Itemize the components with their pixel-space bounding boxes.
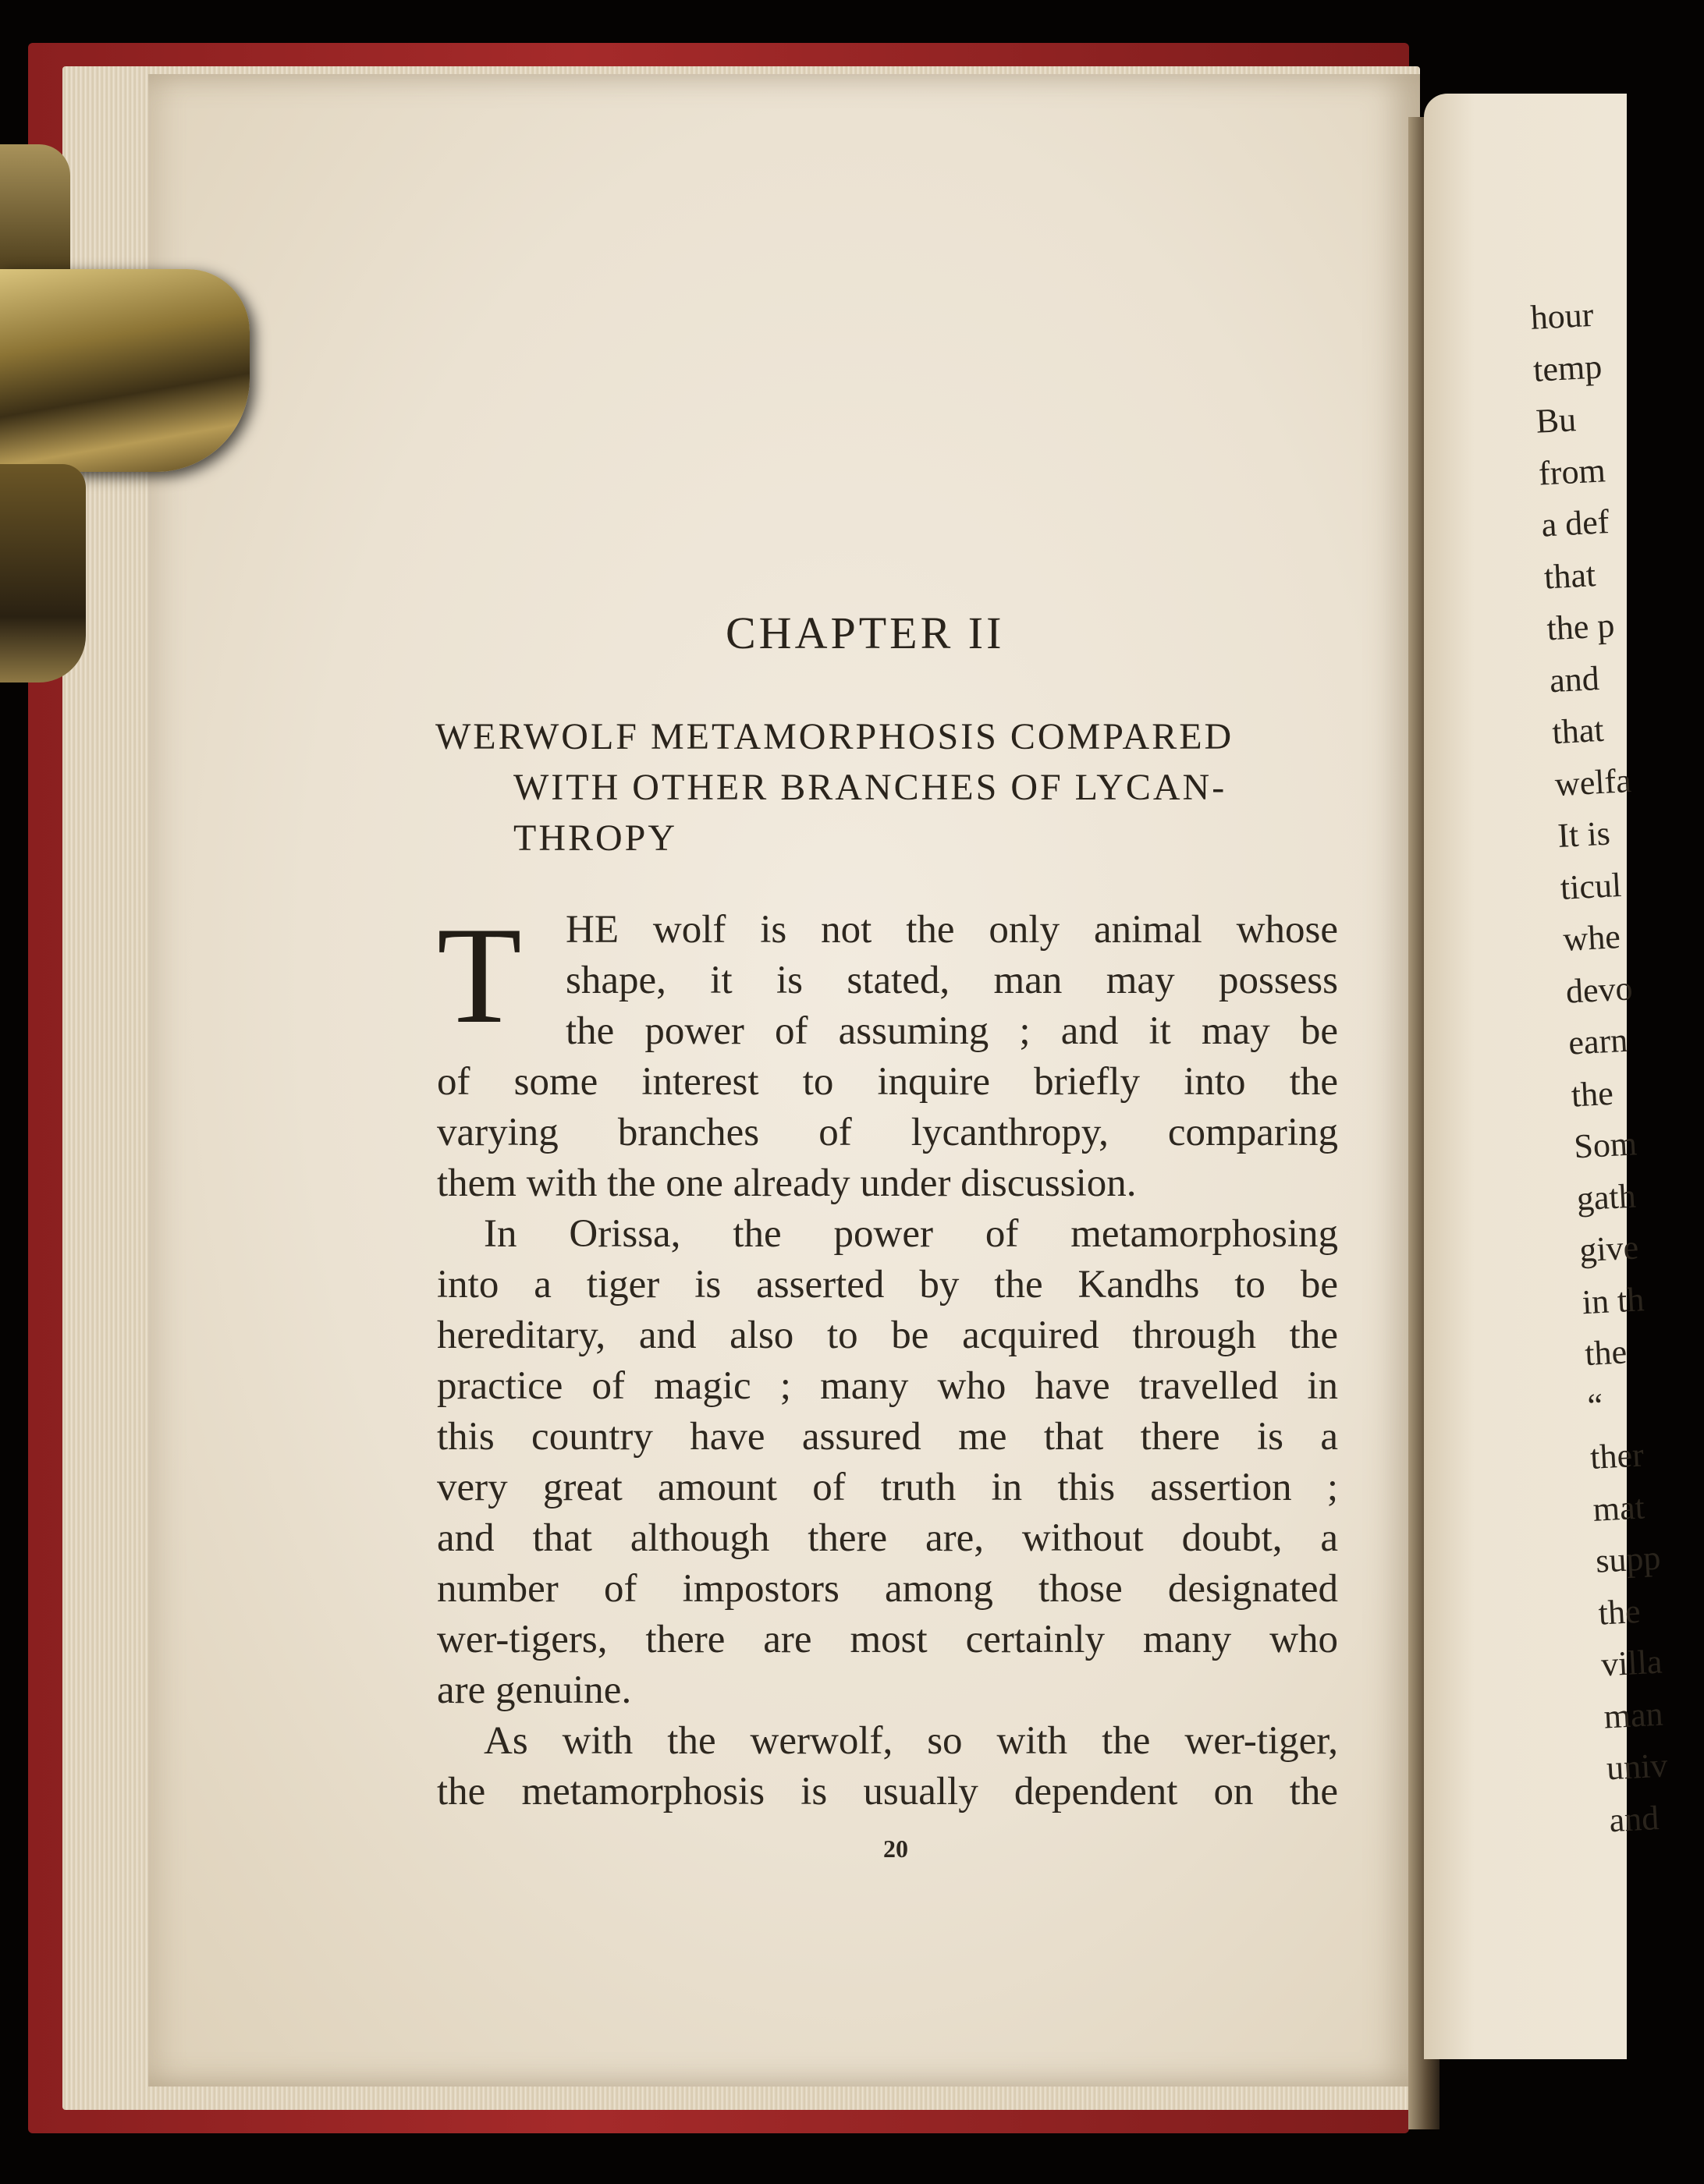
clip-upper-part	[0, 144, 70, 277]
text-line: HE wolf is not the only animal whose	[566, 908, 1338, 952]
right-page-line: earn	[1567, 1020, 1629, 1062]
text-line: and that although there are, without doubt, a	[437, 1516, 1338, 1560]
chapter-subtitle	[435, 711, 1340, 863]
right-page-line: ticul	[1559, 865, 1623, 907]
right-page-line: that	[1551, 710, 1605, 752]
text-line: As with the werwolf, so with the wer-tiger,	[484, 1719, 1338, 1763]
right-page-line: villa	[1599, 1642, 1663, 1684]
right-page-line: from	[1537, 450, 1606, 493]
text-line: the metamorphosis is usually dependent on the	[437, 1770, 1338, 1814]
right-page-line: welfa	[1553, 760, 1632, 803]
right-page-line: ther	[1589, 1435, 1645, 1477]
text-line: practice of magic ; many who have travelled in	[437, 1364, 1338, 1408]
text-line: them with the one already under discussion.	[437, 1161, 1137, 1205]
text-line: shape, it is stated, man may possess	[566, 959, 1338, 1002]
clip-lower-part	[0, 464, 86, 682]
right-page-line: univ	[1605, 1746, 1669, 1788]
chapter-subtitle-line-1: WERWOLF METAMORPHOSIS COMPARED	[435, 716, 1234, 757]
text-line: the power of assuming ; and it may be	[566, 1009, 1338, 1053]
right-page-line: and	[1608, 1798, 1660, 1839]
clip-main-bar	[0, 269, 250, 472]
paragraph-3	[437, 1716, 1338, 1817]
right-page-line: mat	[1592, 1487, 1645, 1529]
text-line: wer-tigers, there are most certainly many who	[437, 1618, 1338, 1661]
paragraph-1	[437, 898, 1338, 1209]
right-page-line: that	[1542, 555, 1597, 596]
text-line: number of impostors among those designated	[437, 1567, 1338, 1611]
right-page-line: whe	[1562, 917, 1621, 959]
right-page-line: the	[1584, 1332, 1628, 1374]
right-page-line: devo	[1564, 968, 1634, 1011]
chapter-title: CHAPTER II	[726, 608, 1005, 658]
text-line: this country have assured me that there is a	[437, 1415, 1338, 1459]
chapter-subtitle-line-3: THROPY	[513, 817, 678, 859]
right-page-line: and	[1548, 658, 1600, 700]
body-text	[437, 898, 1338, 1817]
right-page-line: the	[1597, 1591, 1642, 1633]
right-page-line: temp	[1532, 346, 1603, 389]
right-page-line: Bu	[1535, 400, 1578, 441]
right-page-line: in th	[1581, 1279, 1645, 1321]
right-page-line: supp	[1594, 1538, 1662, 1580]
paragraph-2	[437, 1209, 1338, 1716]
text-line: are genuine.	[437, 1668, 632, 1712]
right-page-line: give	[1578, 1228, 1640, 1270]
brass-page-clip	[0, 144, 296, 737]
right-page-line: It is	[1557, 814, 1611, 856]
text-line: very great amount of truth in this assertion ;	[437, 1466, 1338, 1509]
right-page-line: the p	[1546, 605, 1616, 648]
right-page-line: “	[1586, 1385, 1604, 1425]
text-line: varying branches of lycanthropy, comparing	[437, 1111, 1338, 1154]
text-line: In Orissa, the power of metamorphosing	[484, 1212, 1338, 1256]
chapter-subtitle-line-2: WITH OTHER BRANCHES OF LYCAN-	[513, 767, 1227, 808]
text-line: of some interest to inquire briefly into the	[437, 1060, 1338, 1104]
text-line: into a tiger is asserted by the Kandhs to be	[437, 1263, 1338, 1306]
page-number: 20	[883, 1835, 908, 1863]
drop-cap: T	[437, 898, 522, 1052]
right-page-line: gath	[1575, 1175, 1637, 1218]
right-page-line: Som	[1573, 1124, 1638, 1166]
right-page-line: the	[1570, 1073, 1614, 1115]
right-page-line: man	[1603, 1694, 1664, 1736]
right-page-line: a def	[1540, 502, 1610, 544]
right-page-line: hour	[1529, 295, 1595, 337]
text-line: hereditary, and also to be acquired through the	[437, 1314, 1338, 1357]
